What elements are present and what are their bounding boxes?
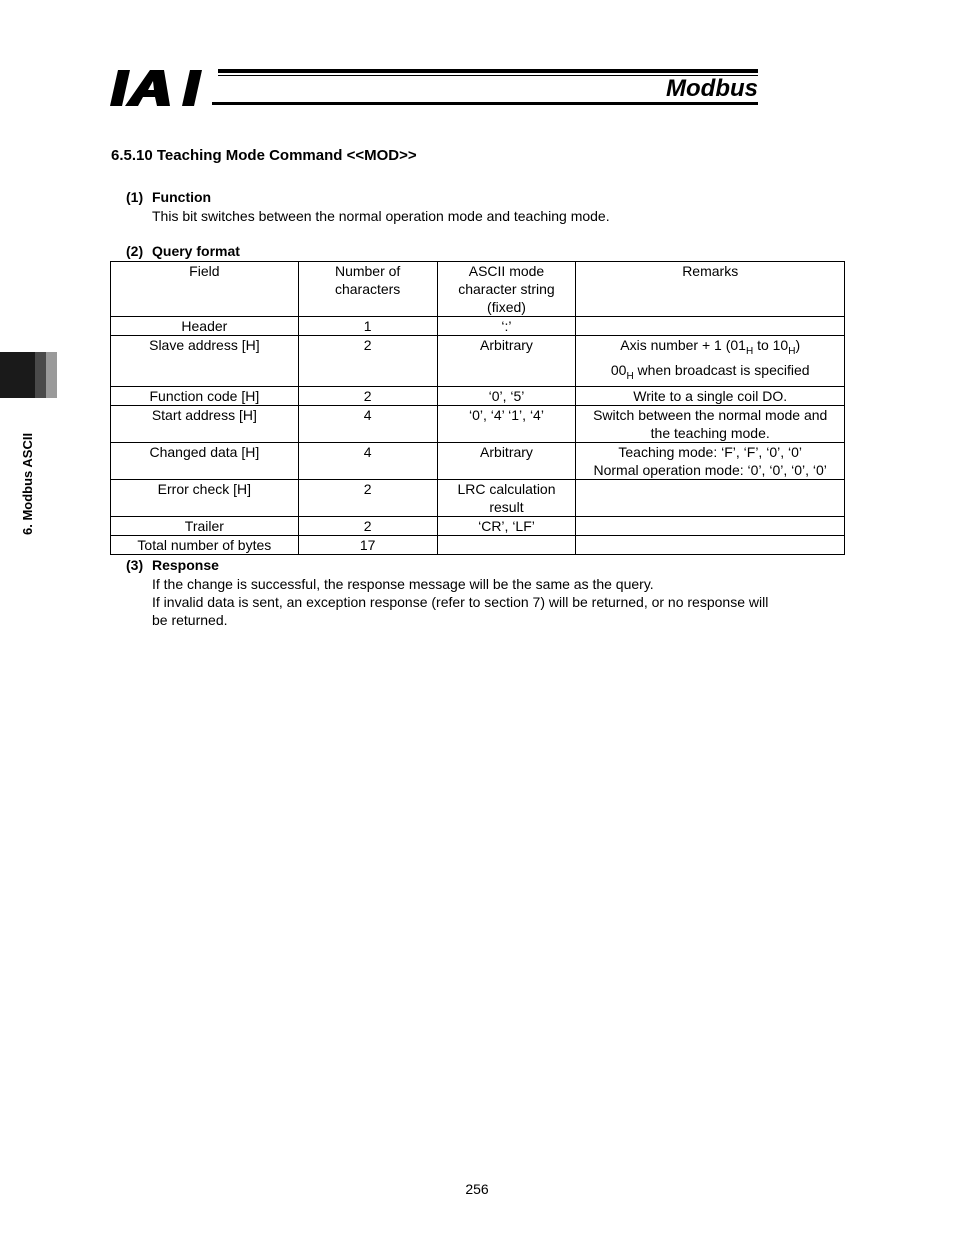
query-heading bbox=[126, 243, 240, 259]
table-header-row bbox=[111, 262, 845, 317]
response-number: (3) bbox=[126, 557, 144, 573]
table-cell-field: Error check [H] bbox=[111, 479, 299, 516]
response-text-line3: be returned. bbox=[152, 612, 228, 628]
table-cell-ascii: Arbitrary bbox=[437, 336, 576, 387]
hex-subscript: H bbox=[788, 345, 796, 357]
table-cell-remarks bbox=[576, 479, 845, 516]
table-row bbox=[111, 516, 845, 535]
table-cell-field: Function code [H] bbox=[111, 386, 299, 405]
table-cell-chars: 4 bbox=[298, 442, 437, 479]
chapter-side-label: 6. Modbus ASCII bbox=[20, 432, 35, 535]
iai-logo bbox=[110, 70, 210, 106]
table-cell-chars: 4 bbox=[298, 405, 437, 442]
remarks-text: ) bbox=[795, 337, 801, 353]
column-header-ascii: ASCII mode character string (fixed) bbox=[437, 262, 576, 317]
table-cell-field: Start address [H] bbox=[111, 405, 299, 442]
table-row bbox=[111, 386, 845, 405]
table-cell-field: Changed data [H] bbox=[111, 442, 299, 479]
hex-subscript: H bbox=[626, 370, 634, 382]
chapter-tab-shade-light bbox=[46, 352, 57, 398]
remarks-text: Axis number + 1 (01 bbox=[620, 337, 746, 353]
table-cell-chars: 2 bbox=[298, 479, 437, 516]
chapter-tab-shade-mid bbox=[35, 352, 46, 398]
table-row bbox=[111, 442, 845, 479]
function-text: This bit switches between the normal operation mode and teaching mode. bbox=[152, 208, 610, 224]
table-cell-ascii: LRC calculation result bbox=[437, 479, 576, 516]
table-cell-chars: 17 bbox=[298, 535, 437, 554]
table-cell-chars: 1 bbox=[298, 317, 437, 336]
table-cell-ascii: ‘0’, ‘4’ ‘1’, ‘4’ bbox=[437, 405, 576, 442]
table-cell-remarks bbox=[576, 317, 845, 336]
table-cell-field: Trailer bbox=[111, 516, 299, 535]
response-heading bbox=[126, 557, 219, 573]
table-cell-chars: 2 bbox=[298, 516, 437, 535]
remarks-text: 00 bbox=[610, 361, 627, 378]
remarks-text: to 10 bbox=[753, 337, 789, 353]
column-header-characters: Number of characters bbox=[298, 262, 437, 317]
table-row bbox=[111, 479, 845, 516]
function-number: (1) bbox=[126, 189, 144, 205]
table-cell-remarks bbox=[576, 535, 845, 554]
table-row bbox=[111, 317, 845, 336]
table-cell-field: Slave address [H] bbox=[111, 336, 299, 387]
chapter-tab-marker bbox=[0, 352, 35, 398]
table-row-total bbox=[111, 535, 845, 554]
query-number: (2) bbox=[126, 243, 144, 259]
table-cell-ascii bbox=[437, 535, 576, 554]
table-cell-remarks: Switch between the normal mode and the teaching mode. bbox=[576, 405, 845, 442]
section-title: 6.5.10 Teaching Mode Command <<MOD>> bbox=[111, 147, 417, 164]
header-rule-thick bbox=[218, 69, 758, 73]
svg-text:IAI: IAI bbox=[110, 70, 112, 71]
response-text-line2: If invalid data is sent, an exception response (refer to section 7) will be returned, or no response will bbox=[152, 594, 769, 610]
remarks-text: when broadcast is specified bbox=[633, 361, 810, 378]
function-heading bbox=[126, 189, 211, 205]
table-row bbox=[111, 405, 845, 442]
table-row bbox=[111, 336, 845, 387]
response-heading-label: Response bbox=[152, 557, 219, 573]
table-cell-ascii: ‘:’ bbox=[437, 317, 576, 336]
column-header-field: Field bbox=[111, 262, 299, 317]
hex-subscript: H bbox=[745, 345, 754, 357]
table-cell-ascii: Arbitrary bbox=[437, 442, 576, 479]
header-title: Modbus bbox=[666, 75, 758, 102]
table-cell-ascii: ‘CR’, ‘LF’ bbox=[437, 516, 576, 535]
column-header-remarks: Remarks bbox=[576, 262, 845, 317]
table-cell-chars: 2 bbox=[298, 336, 437, 387]
response-text-line1: If the change is successful, the response message will be the same as the query. bbox=[152, 576, 654, 592]
function-heading-label: Function bbox=[152, 189, 212, 205]
page-number: 256 bbox=[465, 1181, 489, 1197]
table-cell-field: Header bbox=[111, 317, 299, 336]
query-heading-label: Query format bbox=[152, 243, 240, 259]
table-cell-ascii: ‘0’, ‘5’ bbox=[437, 386, 576, 405]
table-cell-field: Total number of bytes bbox=[111, 535, 299, 554]
query-format-table bbox=[110, 261, 845, 555]
table-cell-remarks bbox=[576, 516, 845, 535]
table-cell-remarks: Write to a single coil DO. bbox=[576, 386, 845, 405]
table-cell-remarks bbox=[576, 336, 845, 387]
table-cell-remarks: Teaching mode: ‘F’, ‘F’, ‘0’, ‘0’ Normal operation mode: ‘0’, ‘0’, ‘0’, ‘0’ bbox=[576, 442, 845, 479]
table-cell-chars: 2 bbox=[298, 386, 437, 405]
